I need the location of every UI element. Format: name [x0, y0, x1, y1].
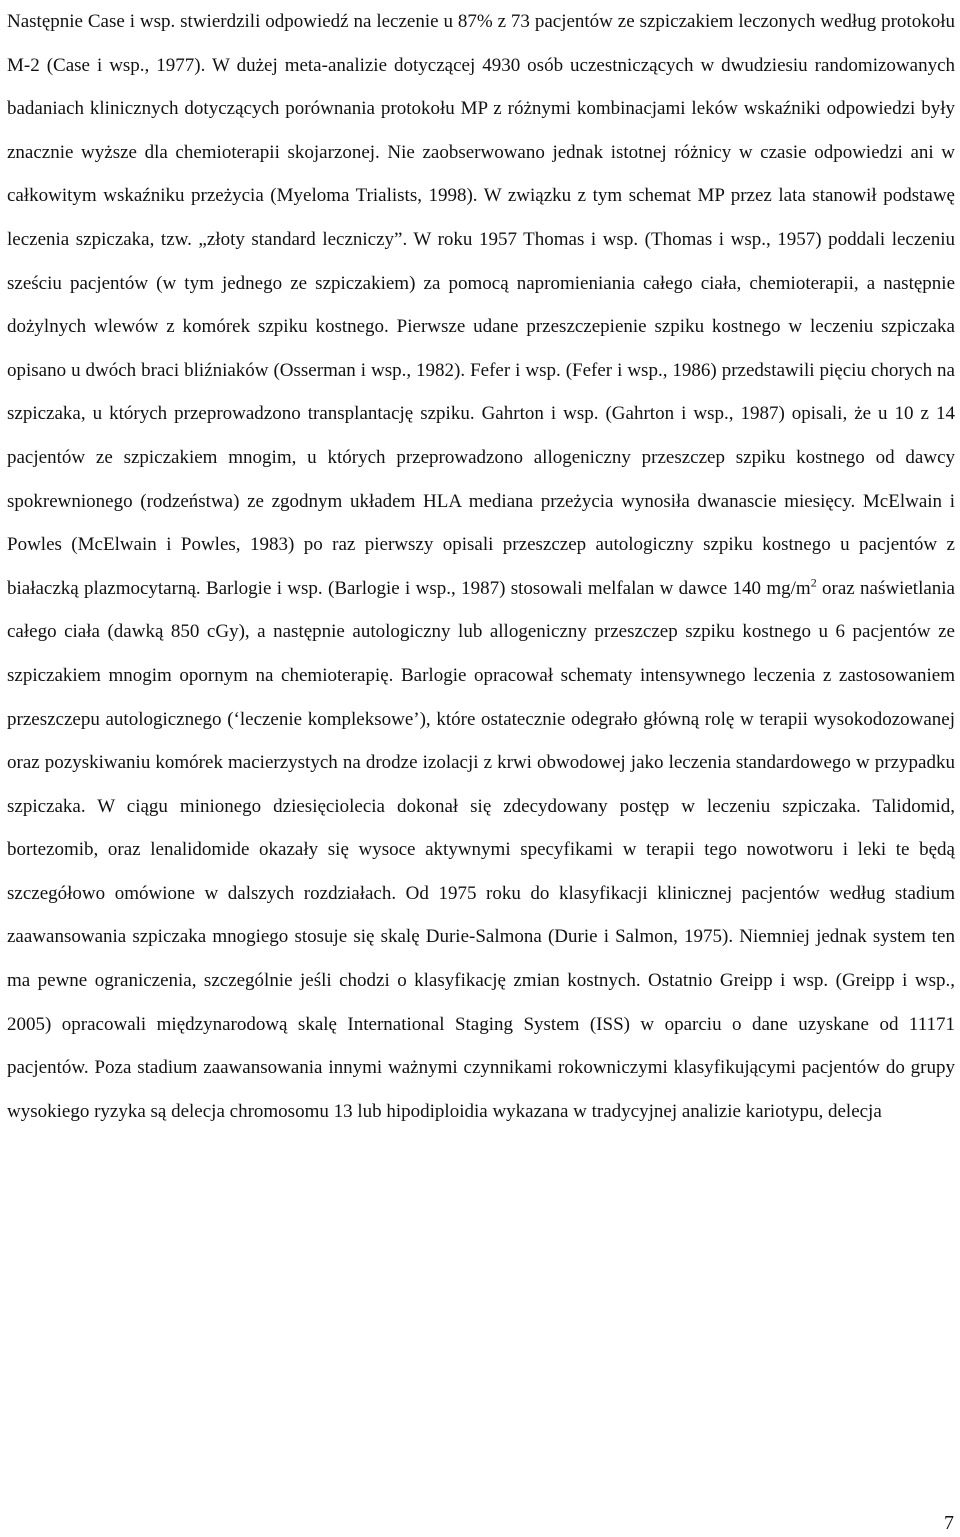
paragraph-text-part1: Następnie Case i wsp. stwierdzili odpowiedź na leczenie u 87% z 73 pacjentów ze szpiczakiem leczonych według protokołu M-2 (Case i wsp., 1977). W dużej meta-analizie dotyczącej 4930 osób uczestniczących w dwudziesiu randomizowanych badaniach klinicznych dotyczących porównania protokołu MP z różnymi kombinacjami leków wskaźniki odpowiedzi były znacznie wyższe dla chemioterapii skojarzonej. Nie zaobserwowano jednak istotnej różnicy w czasie odpowiedzi ani w całkowitym wskaźniku przeżycia (Myeloma Trialists, 1998). W związku z tym schemat MP przez lata stanowił podstawę leczenia szpiczaka, tzw. „złoty standard leczniczy”. W roku 1957 Thomas i wsp. (Thomas i wsp., 1957) poddali leczeniu sześciu pacjentów (w tym jednego ze szpiczakiem) za pomocą napromieniania całego ciała, chemioterapii, a następnie dożylnych wlewów z komórek szpiku kostnego. Pierwsze udane przeszczepienie szpiku kostnego w leczeniu szpiczaka opisano u dwóch braci bliźniaków (Osserman i wsp., 1982). Fefer i wsp. (Fefer i wsp., 1986) przedstawili pięciu chorych na szpiczaka, u których przeprowadzono transplantację szpiku. Gahrton i wsp. (Gahrton i wsp., 1987) opisali, że u 10 z 14 pacjentów ze szpiczakiem mnogim, u których przeprowadzono allogeniczny przeszczep szpiku kostnego od dawcy spokrewnionego (rodzeństwa) ze zgodnym układem HLA mediana przeżycia wynosiła dwanascie miesięcy. McElwain i Powles (McElwain i Powles, 1983) po raz pierwszy opisali przeszczep autologiczny szpiku kostnego u pacjentów z białaczką plazmocytarną. Barlogie i wsp. (Barlogie i wsp., 1987) stosowali melfalan w dawce 140 mg/m	[7, 11, 955, 599]
superscript-exponent: 2	[810, 575, 817, 590]
paragraph-text-part2: oraz naświetlania całego ciała (dawką 850 cGy), a następnie autologiczny lub allogeniczny przeszczep szpiku kostnego u 6 pacjentów ze szpiczakiem mnogim opornym na chemioterapię. Barlogie opracował schematy intensywnego leczenia z zastosowaniem przeszczepu autologicznego (‘leczenie kompleksowe’), które ostatecznie odegrało główną rolę w terapii wysokodozowanej oraz pozyskiwaniu komórek macierzystych na drodze izolacji z krwi obwodowej jako leczenia standardowego w przypadku szpiczaka. W ciągu minionego dziesięciolecia dokonał się zdecydowany postęp w leczeniu szpiczaka. Talidomid, bortezomib, oraz lenalidomide okazały się wysoce aktywnymi specyfikami w terapii tego nowotworu i leki te będą szczegółowo omówione w dalszych rozdziałach. Od 1975 roku do klasyfikacji klinicznej pacjentów według stadium zaawansowania szpiczaka mnogiego stosuje się skalę Durie-Salmona (Durie i Salmon, 1975). Niemniej jednak system ten ma pewne ograniczenia, szczególnie jeśli chodzi o klasyfikację zmian kostnych. Ostatnio Greipp i wsp. (Greipp i wsp., 2005) opracowali międzynarodową skalę International Staging System (ISS) w oparciu o dane uzyskane od 11171 pacjentów. Poza stadium zaawansowania innymi ważnymi czynnikami rokowniczymi klasyfikującymi pacjentów do grupy wysokiego ryzyka są delecja chromosomu 13 lub hipodiploidia wykazana w tradycyjnej analizie kariotypu, delecja	[7, 577, 955, 1122]
body-paragraph	[7, 0, 955, 1133]
page-number: 7	[944, 1512, 954, 1534]
document-page	[7, 0, 955, 1133]
